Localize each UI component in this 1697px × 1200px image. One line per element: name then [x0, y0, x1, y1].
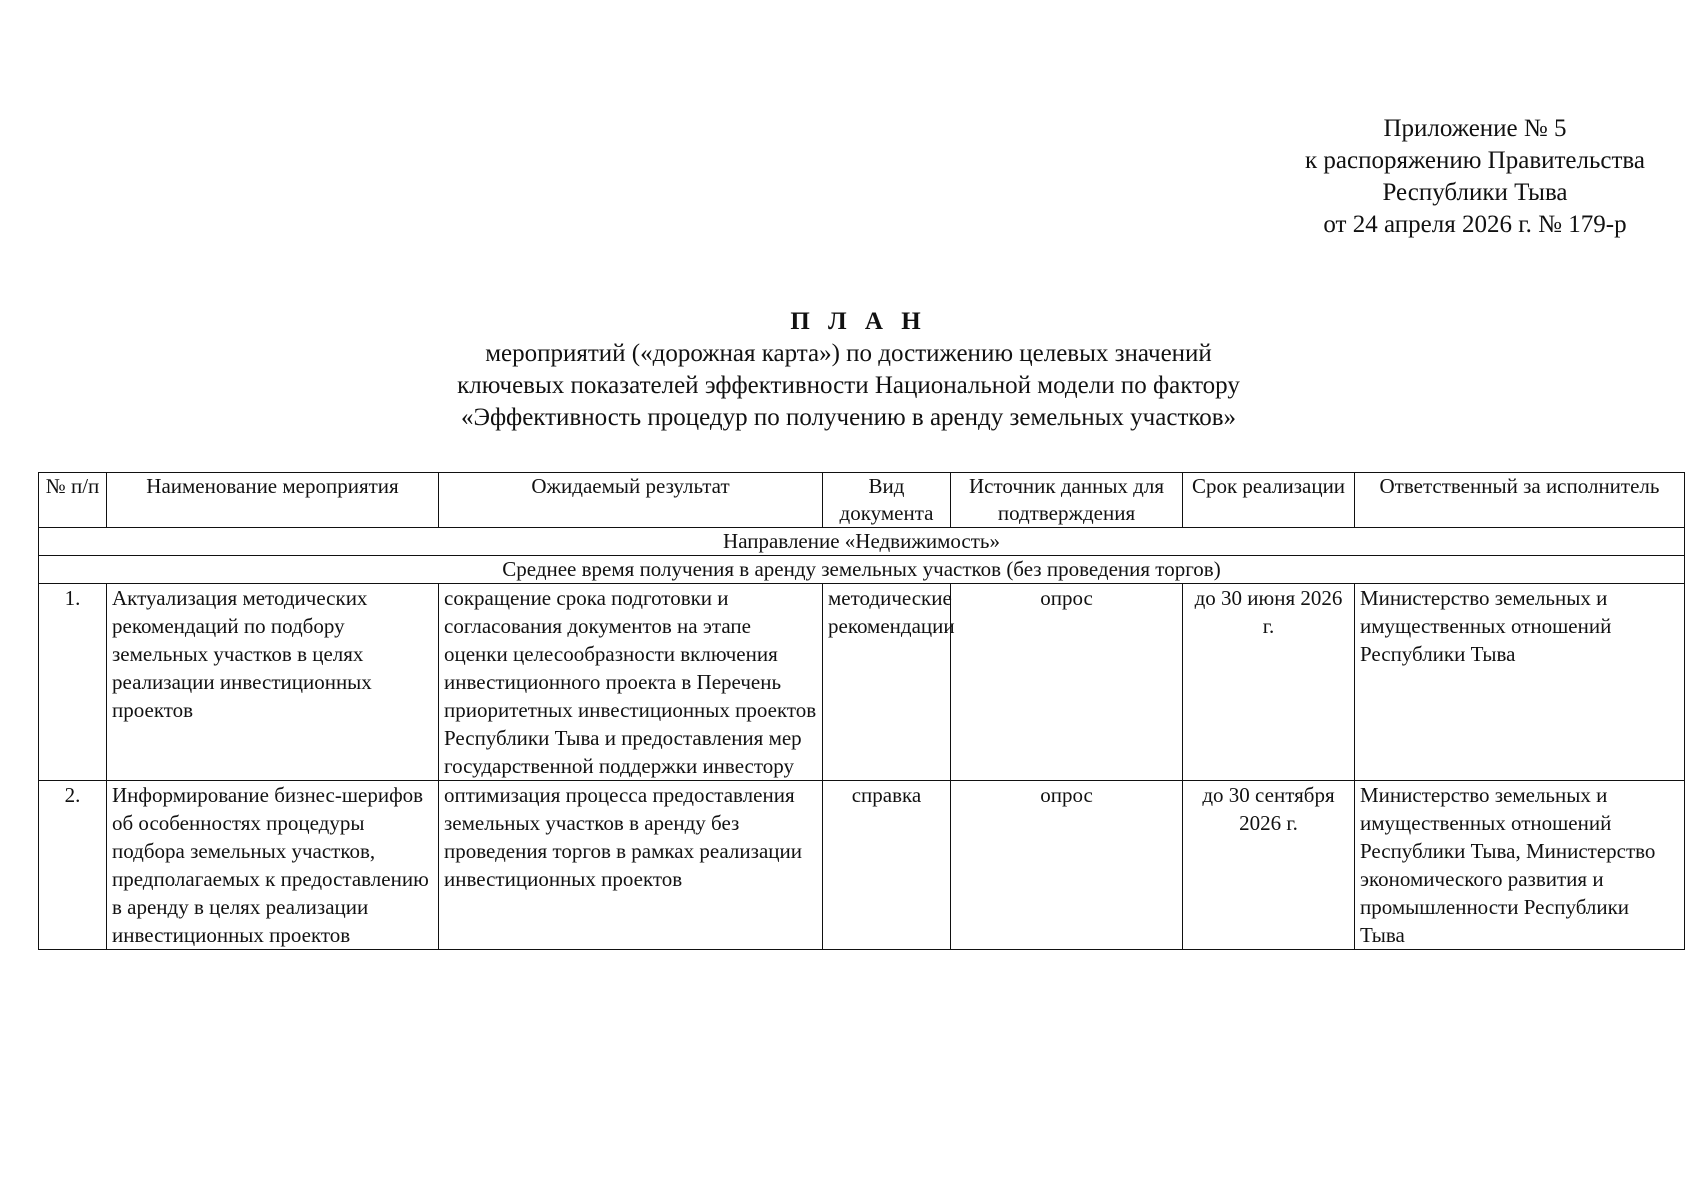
- row-source: опрос: [951, 781, 1183, 950]
- section-title: Направление «Недвижимость»: [39, 528, 1685, 556]
- header-doc-type: Вид документа: [823, 473, 951, 528]
- plan-subtitle-3: «Эффективность процедур по получению в аренду земельных участков»: [460, 404, 1237, 431]
- appendix-block: [1305, 113, 1645, 241]
- section-row: [39, 528, 1685, 556]
- plan-subtitle-1: мероприятий («дорожная карта») по достижению целевых значений: [485, 340, 1212, 367]
- row-num: 2.: [39, 781, 107, 950]
- row-doc-type: справка: [823, 781, 951, 950]
- roadmap-table: [38, 472, 1685, 950]
- appendix-order-ref: к распоряжению Правительства: [1304, 147, 1645, 174]
- row-num: 1.: [39, 584, 107, 781]
- subsection-title: Среднее время получения в аренду земельных участков (без проведения торгов): [39, 556, 1685, 584]
- appendix-number: Приложение № 5: [1383, 115, 1567, 142]
- table-row: [39, 781, 1685, 950]
- header-source: Источник данных для подтверждения: [951, 473, 1183, 528]
- row-source: опрос: [951, 584, 1183, 781]
- row-deadline: до 30 июня 2026 г.: [1183, 584, 1355, 781]
- table-header-row: [39, 473, 1685, 528]
- plan-subtitle-2: ключевых показателей эффективности Национальной модели по фактору: [457, 372, 1240, 399]
- row-name: Информирование бизнес-шерифов об особенностях процедуры подбора земельных участков, предполагаемых к предоставлению в аренду в целях реализации инвестиционных проектов: [107, 781, 439, 950]
- subsection-row: [39, 556, 1685, 584]
- appendix-date: от 24 апреля 2026 г. № 179-р: [1323, 211, 1627, 238]
- header-responsible: Ответственный за исполнитель: [1355, 473, 1685, 528]
- header-result: Ожидаемый результат: [439, 473, 823, 528]
- row-responsible: Министерство земельных и имущественных отношений Республики Тыва, Министерство экономического развития и промышленности Республики Тыва: [1355, 781, 1685, 950]
- row-deadline: до 30 сентября 2026 г.: [1183, 781, 1355, 950]
- row-result: сокращение срока подготовки и согласования документов на этапе оценки целесообразности включения инвестиционного проекта в Перечень приоритетных инвестиционных проектов Республики Тыва и предоставления мер государственной поддержки инвестору: [439, 584, 823, 781]
- plan-heading: П Л А Н: [790, 308, 927, 335]
- header-num: № п/п: [39, 473, 107, 528]
- row-responsible: Министерство земельных и имущественных отношений Республики Тыва: [1355, 584, 1685, 781]
- header-name: Наименование мероприятия: [107, 473, 439, 528]
- header-deadline: Срок реализации: [1183, 473, 1355, 528]
- plan-title-block: [0, 306, 1697, 434]
- row-name: Актуализация методических рекомендаций по подбору земельных участков в целях реализации инвестиционных проектов: [107, 584, 439, 781]
- row-doc-type: методические рекомендации: [823, 584, 951, 781]
- appendix-republic: Республики Тыва: [1382, 179, 1568, 206]
- row-result: оптимизация процесса предоставления земельных участков в аренду без проведения торгов в рамках реализации инвестиционных проектов: [439, 781, 823, 950]
- table-row: [39, 584, 1685, 781]
